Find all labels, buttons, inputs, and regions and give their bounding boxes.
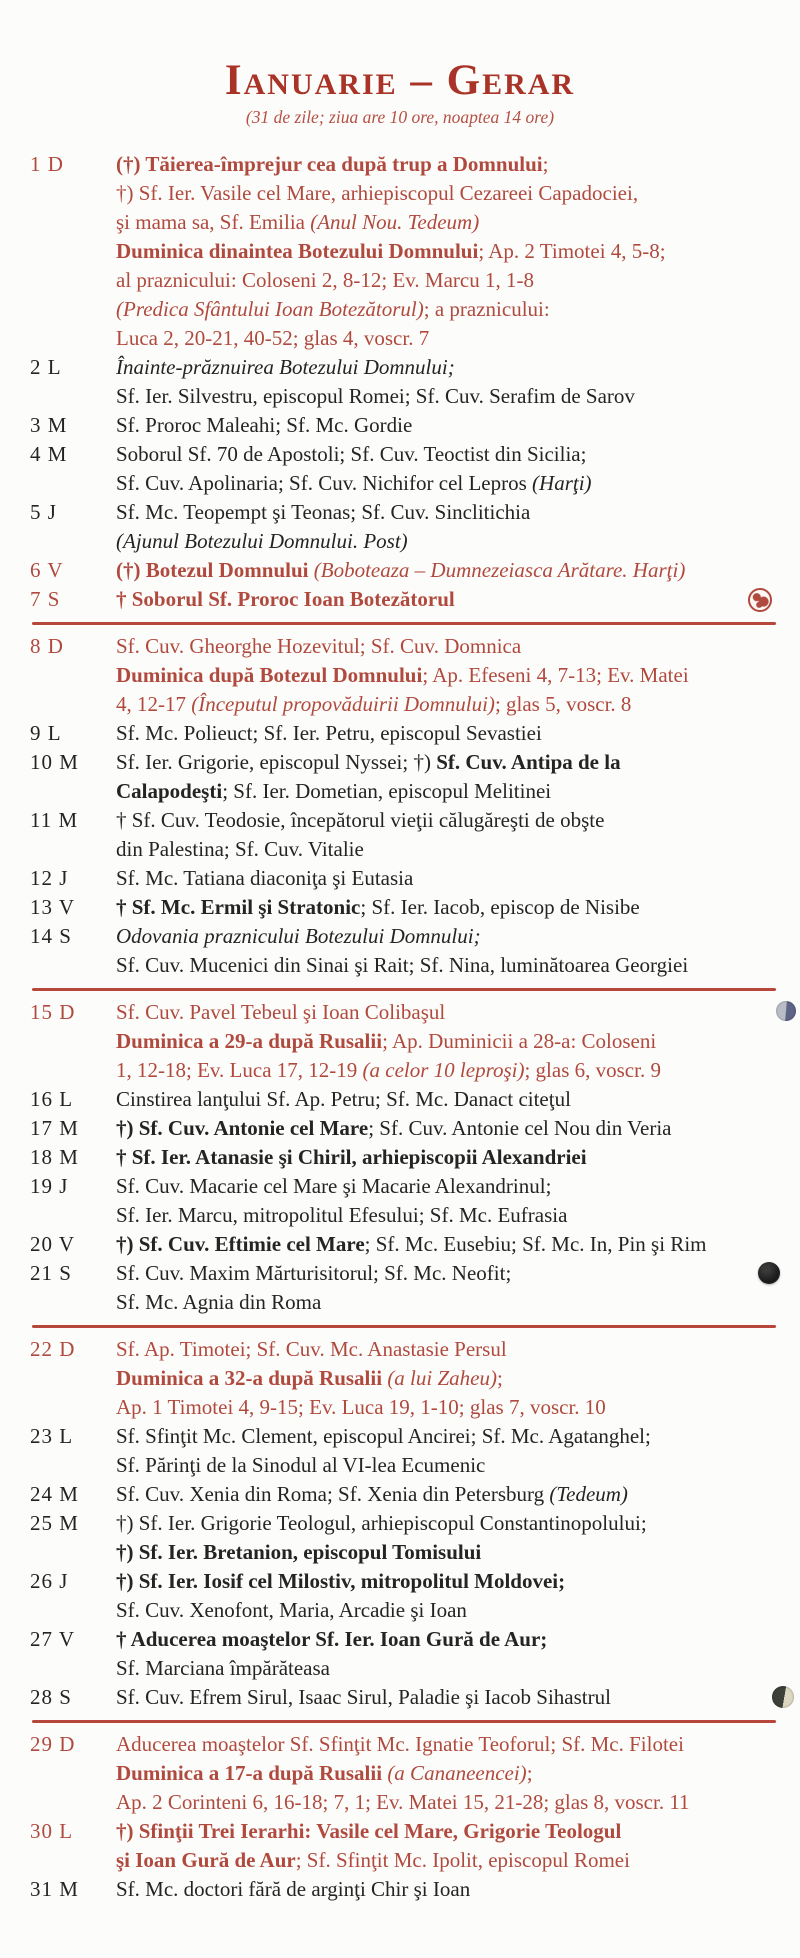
day-line (116, 382, 790, 411)
text-segment: din Palestina; Sf. Cuv. Vitalie (116, 837, 364, 862)
calendar-row (30, 150, 790, 353)
calendar-row (30, 556, 790, 585)
day-line (116, 1730, 790, 1759)
day-lines (116, 806, 790, 864)
text-segment: Sf. Cuv. Antipa de la (436, 750, 621, 775)
day-label: 17 M (30, 1116, 79, 1141)
calendar-row (30, 1730, 790, 1817)
page-title: Ianuarie – Gerar (224, 57, 576, 104)
day-line (116, 1422, 790, 1451)
week-separator (32, 988, 776, 991)
day-label: 12 J (30, 866, 69, 891)
text-segment: †) Sf. Ier. Vasile cel Mare, arhiepiscopul Cezareei Capadociei, (116, 181, 639, 206)
text-segment: Sf. Mc. Agnia din Roma (116, 1290, 322, 1315)
calendar-row (30, 585, 790, 614)
day-line (116, 1817, 790, 1846)
day-lines (116, 1335, 790, 1422)
week-separator (32, 1720, 776, 1723)
day-label: 26 J (30, 1569, 69, 1594)
day-lines (116, 864, 790, 893)
calendar-row (30, 1683, 790, 1712)
text-segment: † Sf. Mc. Ermil şi Stratonic (116, 895, 361, 920)
text-segment: Soborul Sf. 70 de Apostoli; Sf. Cuv. Teoctist din Sicilia; (116, 442, 587, 467)
day-label: 1 D (30, 152, 64, 177)
day-label: 30 L (30, 1819, 74, 1844)
day-label: 29 D (30, 1732, 76, 1757)
text-segment: şi Ioan Gură de Aur (116, 1848, 296, 1873)
text-segment: Sf. Ier. Marcu, mitropolitul Efesului; Sf. Mc. Eufrasia (116, 1203, 568, 1228)
text-segment: Sf. Mc. Polieuct; Sf. Ier. Petru, episcopul Sevastiei (116, 721, 542, 746)
day-label: 18 M (30, 1145, 79, 1170)
text-segment: †) Sf. Cuv. Eftimie cel Mare (116, 1232, 365, 1257)
day-line (116, 806, 790, 835)
calendar-row (30, 719, 790, 748)
day-line (116, 1846, 790, 1875)
day-lines (116, 1143, 790, 1172)
day-line (116, 1875, 790, 1904)
page-subtitle: (31 de zile; ziua are 10 ore, noaptea 14 ore) (245, 107, 555, 128)
text-segment: Sf. Ap. Timotei; Sf. Cuv. Mc. Anastasie Persul (116, 1337, 507, 1362)
day-line (116, 1538, 790, 1567)
day-lines (116, 1567, 790, 1625)
text-segment: Sf. Mc. doctori fără de arginţi Chir şi Ioan (116, 1877, 471, 1902)
day-line (116, 1364, 790, 1393)
day-lines (116, 150, 790, 353)
day-line (116, 1625, 790, 1654)
week-separator (32, 622, 776, 625)
day-label: 7 S (30, 587, 61, 612)
text-segment: (†) Tăierea-împrejur cea după trup a Domnului (116, 152, 543, 177)
text-segment: ; Sf. Ier. Dometian, episcopul Melitinei (222, 779, 552, 804)
day-line (116, 777, 790, 806)
day-line (116, 150, 790, 179)
text-segment: Odovania praznicului Botezului Domnului; (116, 924, 481, 949)
text-segment: Sf. Cuv. Mucenici din Sinai şi Rait; Sf. Nina, luminătoarea Georgiei (116, 953, 689, 978)
calendar-row (30, 998, 790, 1085)
calendar-row (30, 922, 790, 980)
day-line (116, 585, 790, 614)
text-segment: (Harţi) (532, 471, 592, 496)
calendar-row (30, 1143, 790, 1172)
day-lines (116, 353, 790, 411)
text-segment: † Sf. Ier. Atanasie şi Chiril, arhiepiscopii Alexandriei (116, 1145, 587, 1170)
text-segment: Luca 2, 20-21, 40-52; glas 4, voscr. 7 (116, 326, 430, 351)
text-segment: ; Ap. Duminicii a 28-a: Coloseni (382, 1029, 657, 1054)
day-line (116, 632, 790, 661)
day-line (116, 179, 790, 208)
day-label: 31 M (30, 1877, 79, 1902)
text-segment: Sf. Cuv. Gheorghe Hozevitul; Sf. Cuv. Domnica (116, 634, 522, 659)
day-line (116, 237, 790, 266)
day-line (116, 864, 790, 893)
day-line (116, 1683, 790, 1712)
day-label: 15 D (30, 1000, 76, 1025)
text-segment: Sf. Marciana împărăteasa (116, 1656, 330, 1681)
day-line (116, 1085, 790, 1114)
text-segment: Sf. Mc. Teopempt şi Teonas; Sf. Cuv. Sinclitichia (116, 500, 531, 525)
text-segment: Duminica după Botezul Domnului (116, 663, 423, 688)
day-line (116, 295, 790, 324)
text-segment: (Boboteaza – Dumnezeiasca Arătare. Harţi) (313, 558, 686, 583)
day-lines (116, 498, 790, 556)
text-segment: ; a praznicului: (423, 297, 550, 322)
calendar-row (30, 1509, 790, 1567)
text-segment: Sf. Ier. Grigorie, episcopul Nyssei; †) (116, 750, 437, 775)
day-line (116, 1230, 790, 1259)
day-line (116, 1201, 790, 1230)
day-lines (116, 1230, 790, 1259)
calendar-list (0, 128, 800, 1904)
day-line (116, 208, 790, 237)
calendar-row (30, 632, 790, 719)
day-label: 24 M (30, 1482, 79, 1507)
day-label: 11 M (30, 808, 79, 833)
text-segment: Sf. Cuv. Xenofont, Maria, Arcadie şi Ioan (116, 1598, 467, 1623)
day-lines (116, 1730, 790, 1817)
day-lines (116, 1817, 790, 1875)
text-segment: ; glas 6, voscr. 9 (524, 1058, 661, 1083)
text-segment: (a lui Zaheu) (387, 1366, 497, 1391)
day-line (116, 527, 790, 556)
day-line (116, 1788, 790, 1817)
text-segment: (Tedeum) (549, 1482, 628, 1507)
day-line (116, 1509, 790, 1538)
day-line (116, 951, 790, 980)
day-line (116, 661, 790, 690)
text-segment: ; Sf. Sfinţit Mc. Ipolit, episcopul Romei (295, 1848, 630, 1873)
day-lines (116, 1875, 790, 1904)
day-line (116, 893, 790, 922)
text-segment: Aducerea moaştelor Sf. Sfinţit Mc. Ignatie Teoforul; Sf. Mc. Filotei (116, 1732, 684, 1757)
text-segment: (Predica Sfântului Ioan Botezătorul) (116, 297, 424, 322)
day-label: 3 M (30, 413, 68, 438)
text-segment: 4, 12-17 (116, 692, 192, 717)
day-line (116, 1451, 790, 1480)
text-segment: (†) Botezul Domnului (116, 558, 314, 583)
calendar-row (30, 806, 790, 864)
calendar-row (30, 893, 790, 922)
day-label: 5 J (30, 500, 57, 525)
day-line (116, 1480, 790, 1509)
calendar-row (30, 748, 790, 806)
day-label: 9 L (30, 721, 62, 746)
full-moon-icon (748, 588, 772, 612)
day-label: 10 M (30, 750, 79, 775)
day-line (116, 556, 790, 585)
day-line (116, 1596, 790, 1625)
calendar-row (30, 1335, 790, 1422)
text-segment: ; Sf. Mc. Eusebiu; Sf. Mc. In, Pin şi Rim (364, 1232, 707, 1257)
day-label: 25 M (30, 1511, 79, 1536)
day-line (116, 922, 790, 951)
week-separator (32, 1325, 776, 1328)
day-lines (116, 748, 790, 806)
calendar-row (30, 1875, 790, 1904)
text-segment: Sf. Cuv. Maxim Mărturisitorul; Sf. Mc. Neofit; (116, 1261, 512, 1286)
text-segment: ; Sf. Ier. Iacob, episcop de Nisibe (360, 895, 640, 920)
day-lines (116, 1085, 790, 1114)
text-segment: ; (542, 152, 549, 177)
day-lines (116, 1509, 790, 1567)
text-segment: Sf. Sfinţit Mc. Clement, episcopul Ancirei; Sf. Mc. Agatanghel; (116, 1424, 651, 1449)
text-segment: (a celor 10 leproşi) (362, 1058, 525, 1083)
day-line (116, 411, 790, 440)
calendar-row (30, 1625, 790, 1683)
day-line (116, 1259, 790, 1288)
day-label: 22 D (30, 1337, 76, 1362)
text-segment: †) Sf. Ier. Iosif cel Milostiv, mitropolitul Moldovei; (116, 1569, 566, 1594)
text-segment: Calapodeşti (116, 779, 223, 804)
text-segment: Sf. Cuv. Macarie cel Mare şi Macarie Alexandrinul; (116, 1174, 552, 1199)
calendar-row (30, 1230, 790, 1259)
calendar-row (30, 1567, 790, 1625)
text-segment: ; Sf. Cuv. Antonie cel Nou din Veria (368, 1116, 672, 1141)
text-segment: ; Ap. Efeseni 4, 7-13; Ev. Matei (422, 663, 689, 688)
day-line (116, 353, 790, 382)
text-segment: 1, 12-18; Ev. Luca 17, 12-19 (116, 1058, 363, 1083)
text-segment: ; Ap. 2 Timotei 4, 5-8; (478, 239, 666, 264)
day-label: 23 L (30, 1424, 74, 1449)
text-segment: ; (496, 1366, 503, 1391)
calendar-row (30, 498, 790, 556)
first-quarter-icon (772, 1686, 794, 1708)
calendar-row (30, 440, 790, 498)
day-line (116, 748, 790, 777)
day-line (116, 469, 790, 498)
text-segment: Ap. 2 Corinteni 6, 16-18; 7, 1; Ev. Matei 15, 21-28; glas 8, voscr. 11 (116, 1790, 690, 1815)
day-line (116, 1654, 790, 1683)
calendar-row (30, 1480, 790, 1509)
day-label: 6 V (30, 558, 64, 583)
day-label: 13 V (30, 895, 76, 920)
last-quarter-icon (776, 1001, 796, 1021)
calendar-row (30, 864, 790, 893)
calendar-row (30, 1085, 790, 1114)
day-label: 27 V (30, 1627, 76, 1652)
calendar-row (30, 1114, 790, 1143)
text-segment: †) Sfinţii Trei Ierarhi: Vasile cel Mare, Grigorie Teologul (116, 1819, 622, 1844)
text-segment: ; glas 5, voscr. 8 (494, 692, 632, 717)
day-line (116, 324, 790, 353)
day-lines (116, 922, 790, 980)
day-lines (116, 556, 790, 585)
text-segment: şi mama sa, Sf. Emilia (116, 210, 311, 235)
day-label: 19 J (30, 1174, 69, 1199)
calendar-row (30, 353, 790, 411)
day-line (116, 719, 790, 748)
text-segment: † Soborul Sf. Proroc Ioan Botezătorul (116, 587, 455, 612)
calendar-row (30, 411, 790, 440)
text-segment: Sf. Proroc Maleahi; Sf. Mc. Gordie (116, 413, 413, 438)
text-segment: Sf. Cuv. Efrem Sirul, Isaac Sirul, Paladie şi Iacob Sihastrul (116, 1685, 611, 1710)
text-segment: (Începutul propovăduirii Domnului) (191, 692, 495, 717)
text-segment: Sf. Mc. Tatiana diaconiţa şi Eutasia (116, 866, 414, 891)
text-segment: † Aducerea moaştelor Sf. Ier. Ioan Gură de Aur; (116, 1627, 548, 1652)
text-segment: Înainte-prăznuirea Botezului Domnului; (116, 355, 455, 380)
day-line (116, 1288, 790, 1317)
day-lines (116, 1480, 790, 1509)
text-segment: Sf. Ier. Silvestru, episcopul Romei; Sf. Cuv. Serafim de Sarov (116, 384, 635, 409)
day-line (116, 1335, 790, 1364)
text-segment: Duminica a 32-a după Rusalii (116, 1366, 388, 1391)
day-label: 28 S (30, 1685, 72, 1710)
day-lines (116, 719, 790, 748)
day-label: 4 M (30, 442, 68, 467)
day-label: 2 L (30, 355, 62, 380)
day-line (116, 1172, 790, 1201)
day-line (116, 498, 790, 527)
day-line (116, 266, 790, 295)
text-segment: ; (526, 1761, 533, 1786)
day-lines (116, 440, 790, 498)
day-line (116, 440, 790, 469)
text-segment: al praznicului: Coloseni 2, 8-12; Ev. Marcu 1, 1-8 (116, 268, 534, 293)
day-line (116, 1143, 790, 1172)
day-line (116, 1393, 790, 1422)
text-segment: † Sf. Cuv. Teodosie, începătorul vieţii călugăreşti de obşte (116, 808, 605, 833)
day-lines (116, 1683, 790, 1712)
day-lines (116, 1172, 790, 1230)
day-lines (116, 1259, 790, 1317)
text-segment: (Anul Nou. Tedeum) (310, 210, 480, 235)
day-lines (116, 585, 790, 614)
text-segment: (Ajunul Botezului Domnului. Post) (116, 529, 408, 554)
text-segment: Ap. 1 Timotei 4, 9-15; Ev. Luca 19, 1-10; glas 7, voscr. 10 (116, 1395, 606, 1420)
text-segment: Cinstirea lanţului Sf. Ap. Petru; Sf. Mc. Danact citeţul (116, 1087, 571, 1112)
day-lines (116, 998, 790, 1085)
page-header (0, 0, 800, 128)
day-line (116, 690, 790, 719)
day-line (116, 1567, 790, 1596)
day-label: 20 V (30, 1232, 76, 1257)
day-label: 8 D (30, 634, 64, 659)
day-line (116, 1759, 790, 1788)
day-label: 21 S (30, 1261, 72, 1286)
text-segment: Duminica dinaintea Botezului Domnului (116, 239, 479, 264)
day-lines (116, 1422, 790, 1480)
text-segment: †) Sf. Cuv. Antonie cel Mare (116, 1116, 369, 1141)
day-lines (116, 411, 790, 440)
text-segment: Duminica a 17-a după Rusalii (116, 1761, 388, 1786)
text-segment: Sf. Cuv. Xenia din Roma; Sf. Xenia din Petersburg (116, 1482, 550, 1507)
calendar-row (30, 1817, 790, 1875)
day-label: 14 S (30, 924, 72, 949)
day-lines (116, 1625, 790, 1683)
text-segment: Duminica a 29-a după Rusalii (116, 1029, 383, 1054)
day-lines (116, 893, 790, 922)
day-line (116, 835, 790, 864)
text-segment: †) Sf. Ier. Bretanion, episcopul Tomisului (116, 1540, 482, 1565)
day-lines (116, 632, 790, 719)
day-line (116, 1056, 790, 1085)
day-line (116, 1114, 790, 1143)
calendar-row (30, 1259, 790, 1317)
day-label: 16 L (30, 1087, 74, 1112)
day-line (116, 998, 790, 1027)
text-segment: Sf. Părinţi de la Sinodul al VI-lea Ecumenic (116, 1453, 486, 1478)
day-line (116, 1027, 790, 1056)
text-segment: (a Cananeencei) (387, 1761, 527, 1786)
calendar-row (30, 1172, 790, 1230)
text-segment: Sf. Cuv. Apolinaria; Sf. Cuv. Nichifor cel Lepros (116, 471, 533, 496)
text-segment: Sf. Cuv. Pavel Tebeul şi Ioan Colibaşul (116, 1000, 446, 1025)
day-lines (116, 1114, 790, 1143)
calendar-row (30, 1422, 790, 1480)
new-moon-icon (758, 1262, 780, 1284)
text-segment: †) Sf. Ier. Grigorie Teologul, arhiepiscopul Constantinopolului; (116, 1511, 647, 1536)
